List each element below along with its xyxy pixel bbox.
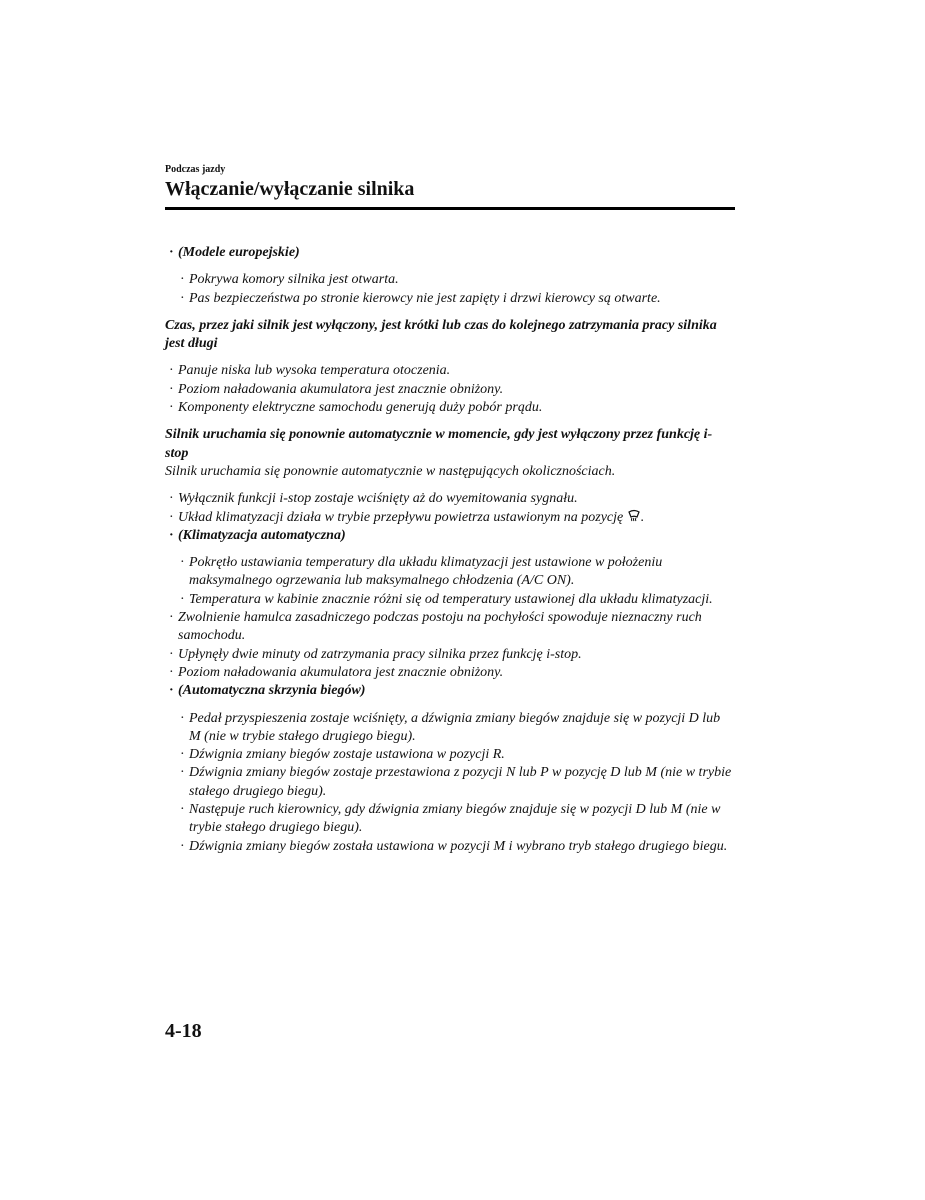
manual-page xyxy=(165,0,735,1200)
bullet-text: Układ klimatyzacji działa w trybie przepływu powietrza ustawionym na pozycję xyxy=(178,509,624,525)
page-number: 4-18 xyxy=(165,1020,202,1042)
sub-bullet-item: · Temperatura w kabinie znacznie różni się od temperatury ustawionej dla układu klimatyzacji. xyxy=(180,591,735,609)
bullet-european-models: · (Modele europejskie) xyxy=(169,244,735,262)
bullet-item: · Pas bezpieczeństwa po stronie kierowcy nie jest zapięty i drzwi kierowcy są otwarte. xyxy=(180,290,735,308)
section-heading: Silnik uruchamia się ponownie automatycznie w momencie, gdy jest wyłączony przez funkcję i-stop xyxy=(165,427,713,461)
bullet-item: · Komponenty elektryczne samochodu generują duży pobór prądu. xyxy=(169,399,735,417)
sub-bullet-item: · Dźwignia zmiany biegów zostaje przestawiona z pozycji N lub P w pozycję D lub M (nie w trybie stałego drugiego biegu). xyxy=(180,764,735,801)
bullet-item: · Poziom naładowania akumulatora jest znacznie obniżony. xyxy=(169,381,735,399)
bullet-automatic-climate: · (Klimatyzacja automatyczna) xyxy=(169,527,735,545)
bullet-item-with-icon: · Układ klimatyzacji działa w trybie przepływu powietrza ustawionym na pozycję . xyxy=(169,509,735,527)
sub-bullet-item: · Dźwignia zmiany biegów została ustawiona w pozycji M i wybrano tryb stałego drugiego biegu. xyxy=(180,838,735,856)
main-content xyxy=(165,244,735,856)
sub-bullet-item: · Pokrętło ustawiania temperatury dla układu klimatyzacji jest ustawione w położeniu maksymalnego ogrzewania lub maksymalnego chłodzenia (A/C ON). xyxy=(180,554,735,591)
bullet-item: · Poziom naładowania akumulatora jest znacznie obniżony. xyxy=(169,664,735,682)
section-intro: Silnik uruchamia się ponownie automatycznie w następujących okolicznościach. xyxy=(165,463,616,479)
bullet-automatic-transmission: · (Automatyczna skrzynia biegów) xyxy=(169,682,735,700)
bullet-item: · Upłynęły dwie minuty od zatrzymania pracy silnika przez funkcję i-stop. xyxy=(169,646,735,664)
bullet-item: · Zwolnienie hamulca zasadniczego podczas postoju na pochyłości spowoduje nieznaczny ruch samochodu. xyxy=(169,609,735,646)
section-label: Podczas jazdy xyxy=(165,164,226,175)
title-divider xyxy=(165,207,735,210)
bullet-item: · Pokrywa komory silnika jest otwarta. xyxy=(180,271,735,289)
bullet-item: · Panuje niska lub wysoka temperatura otoczenia. xyxy=(169,362,735,380)
windshield-defroster-icon xyxy=(627,509,641,523)
section-heading: Czas, przez jaki silnik jest wyłączony, jest krótki lub czas do kolejnego zatrzymania pracy silnika jest długi xyxy=(165,317,717,352)
sub-bullet-item: · Dźwignia zmiany biegów zostaje ustawiona w pozycji R. xyxy=(180,746,735,764)
bullet-item: · Wyłącznik funkcji i-stop zostaje wciśnięty aż do wyemitowania sygnału. xyxy=(169,490,735,508)
sub-bullet-item: · Następuje ruch kierownicy, gdy dźwignia zmiany biegów znajduje się w pozycji D lub M (nie w trybie stałego drugiego biegu). xyxy=(180,801,735,838)
page-title: Włączanie/wyłączanie silnika xyxy=(165,178,415,200)
sub-bullet-item: · Pedał przyspieszenia zostaje wciśnięty, a dźwignia zmiany biegów znajduje się w pozycji D lub M (nie w trybie stałego drugiego biegu). xyxy=(180,710,735,747)
